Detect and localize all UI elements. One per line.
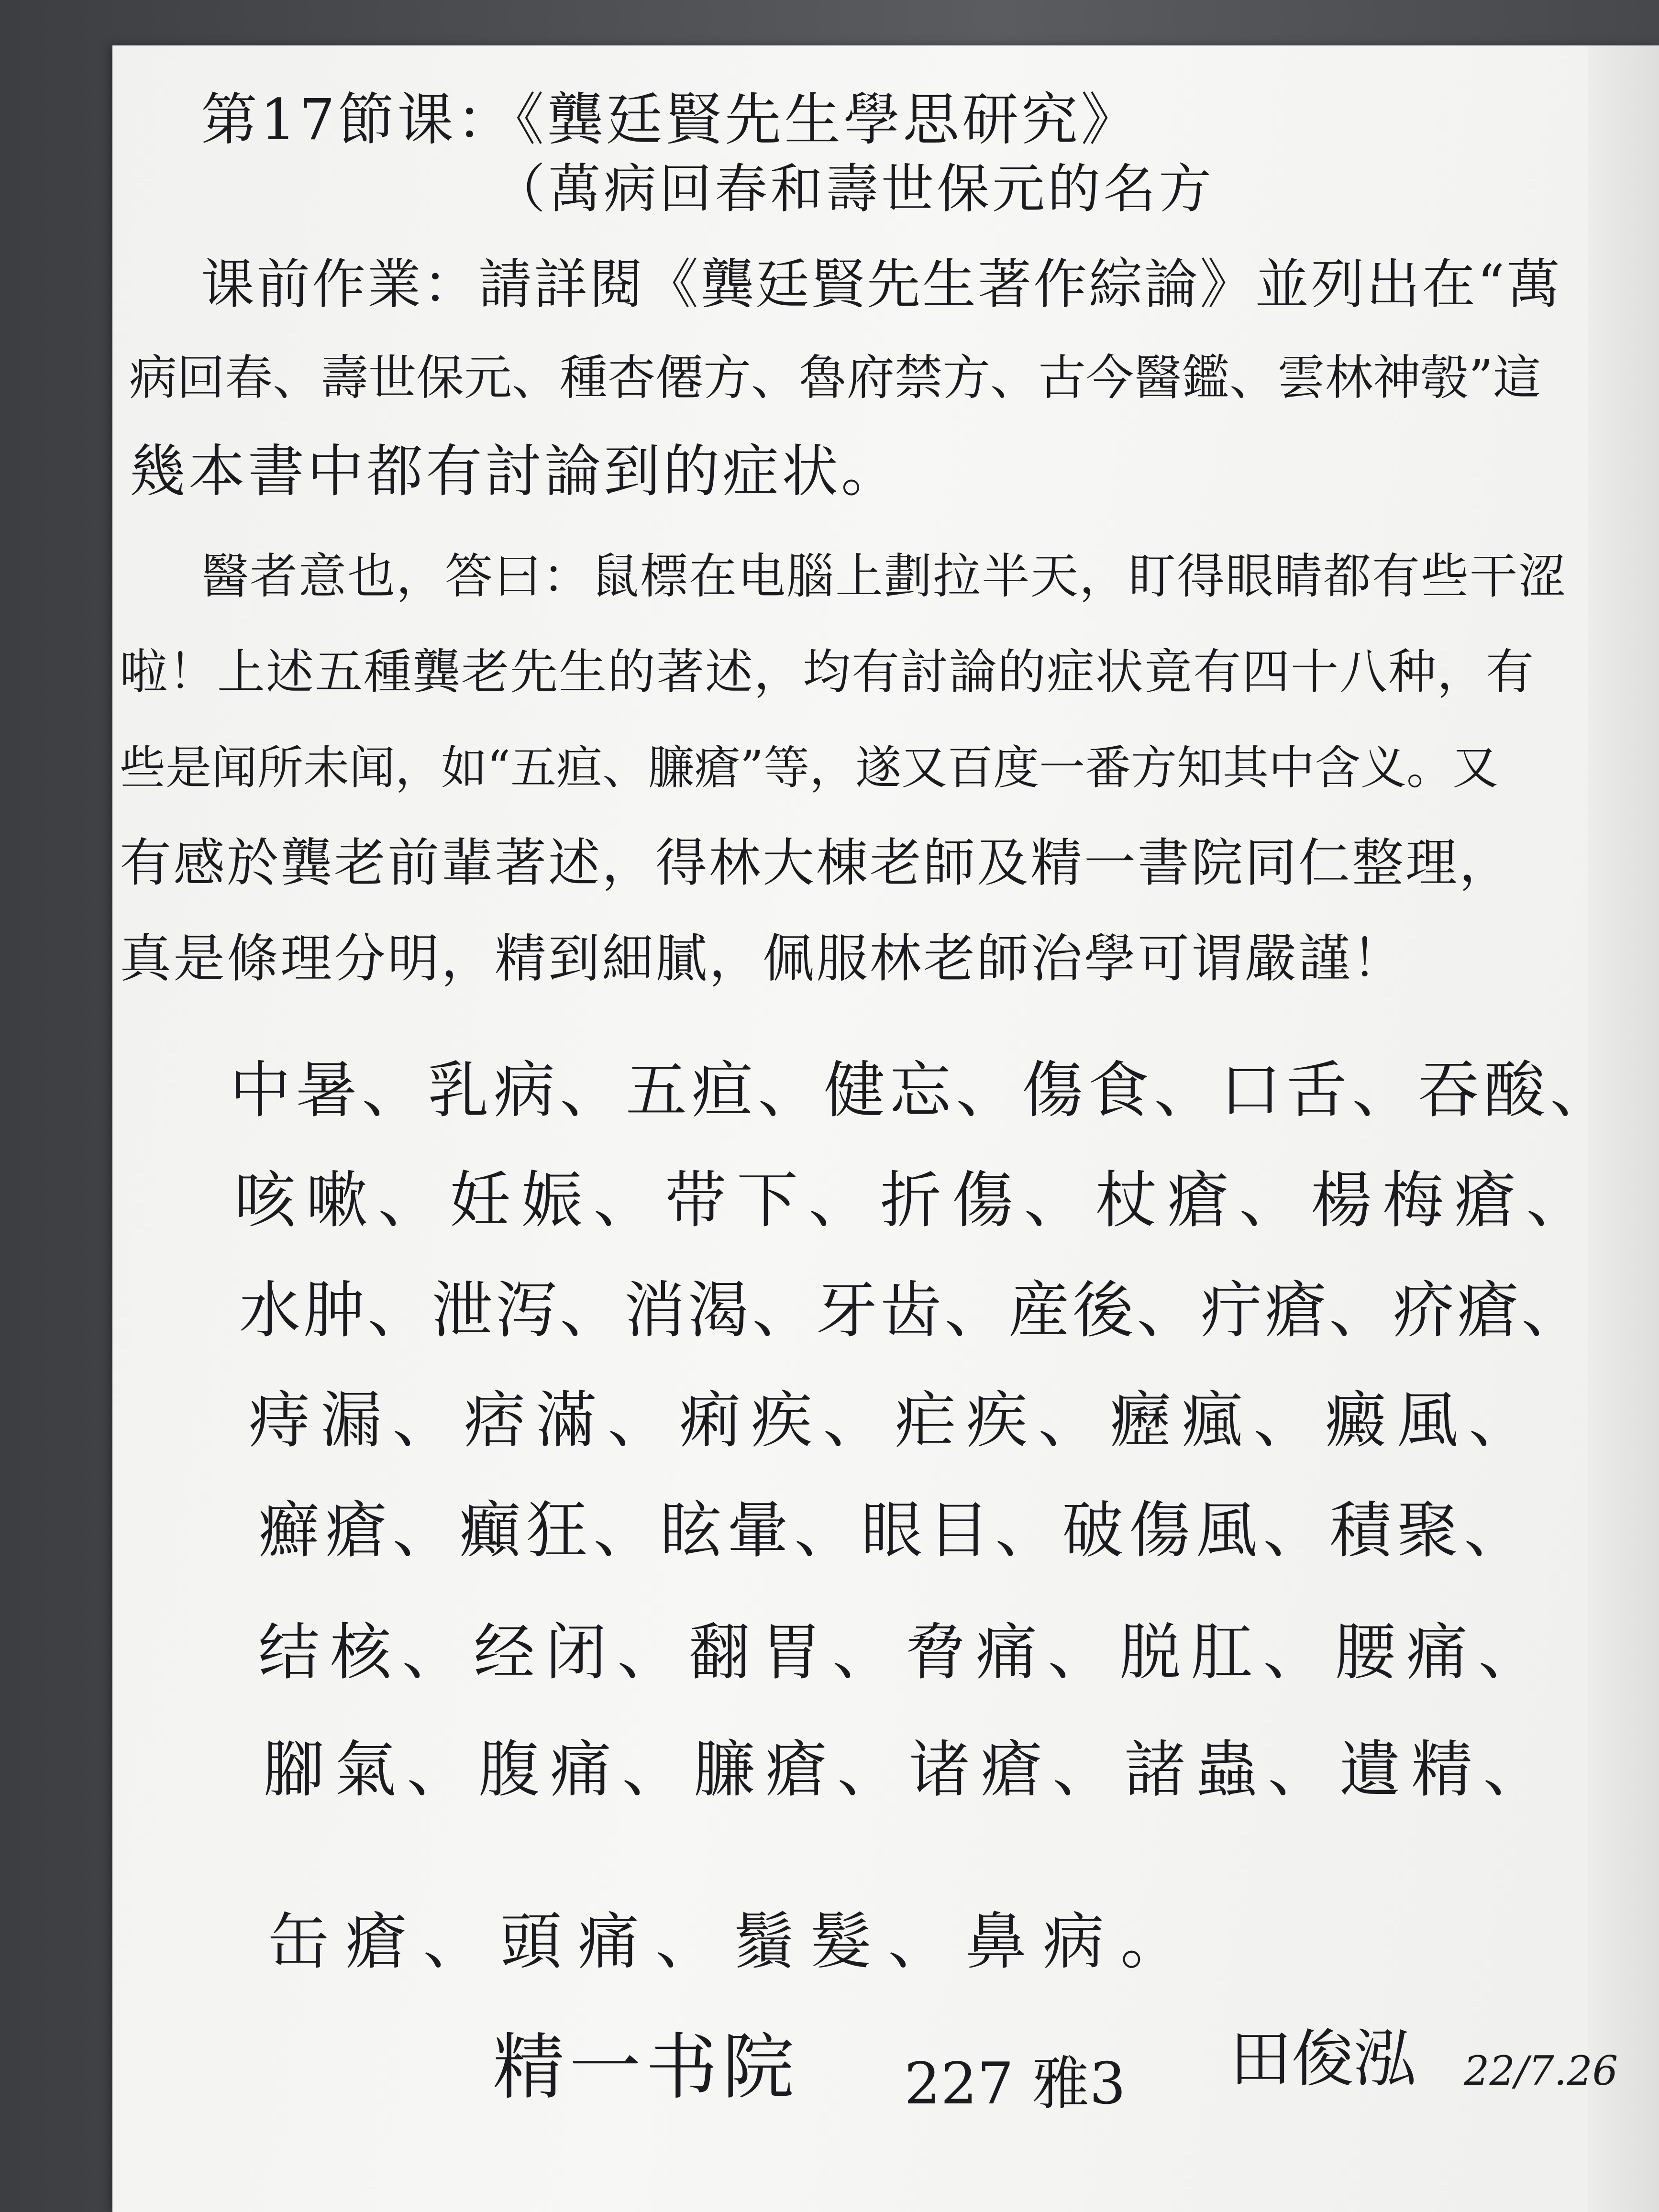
answer-line-3: 些是闻所未闻，如“五疸、臁瘡”等，遂又百度一番方知其中含义。又	[120, 741, 1499, 795]
symptom-row-6: 结核、经闭、翻胃、脅痛、脱肛、腰痛、	[258, 1617, 1550, 1688]
answer-line-2: 啦！上述五種龔老先生的著述，均有討論的症状竟有四十八种，有	[120, 644, 1535, 700]
symptom-row-8: 缶瘡、頭痛、鬚髮、鼻病。	[268, 1906, 1198, 1978]
signature-group: 精一书院	[493, 2026, 799, 2109]
signature-class: 227 雅3	[904, 2051, 1126, 2117]
assignment-line-1: 课前作業：請詳閱《龔廷賢先生著作綜論》並列出在“萬	[201, 254, 1562, 316]
symptom-row-7: 腳氣、腹痛、臁瘡、诸瘡、諸蟲、遺精、	[263, 1734, 1555, 1805]
assignment-line-3: 幾本書中都有討論到的症状。	[129, 438, 901, 504]
answer-line-5: 真是條理分明，精到細膩，佩服林老師治學可谓嚴謹！	[120, 929, 1406, 989]
symptom-row-5: 癬瘡、癲狂、眩暈、眼目、破傷風、積聚、	[258, 1495, 1531, 1566]
signature-date: 22/7.26	[1464, 2047, 1618, 2094]
assignment-line-2: 病回春、壽世保元、種杏僊方、魯府禁方、古今醫鑑、雲林神彀”這	[129, 350, 1541, 406]
symptom-row-4: 痔漏、痞滿、痢疾、疟疾、癧瘋、癜風、	[249, 1385, 1541, 1456]
title-line-1: 第17節课：《龔廷賢先生學思研究》	[201, 87, 1140, 153]
answer-line-1: 醫者意也，答曰：鼠標在电腦上劃拉半天，盯得眼睛都有些干涩	[201, 548, 1567, 604]
answer-line-4: 有感於龔老前輩著述，得林大棟老師及精一書院同仁整理，	[120, 833, 1513, 893]
title-line-2: （萬病回春和壽世保元的名方	[493, 158, 1214, 220]
signature-name: 田俊泓	[1229, 2023, 1416, 2095]
symptom-row-1: 中暑、乳病、五疸、健忘、傷食、口舌、吞酸、	[230, 1055, 1616, 1126]
symptom-row-3: 水肿、泄泻、消渴、牙齿、産後、疔瘡、疥瘡、	[239, 1275, 1586, 1346]
symptom-row-2: 咳嗽、妊娠、带下、折傷、杖瘡、楊梅瘡、	[234, 1165, 1598, 1236]
